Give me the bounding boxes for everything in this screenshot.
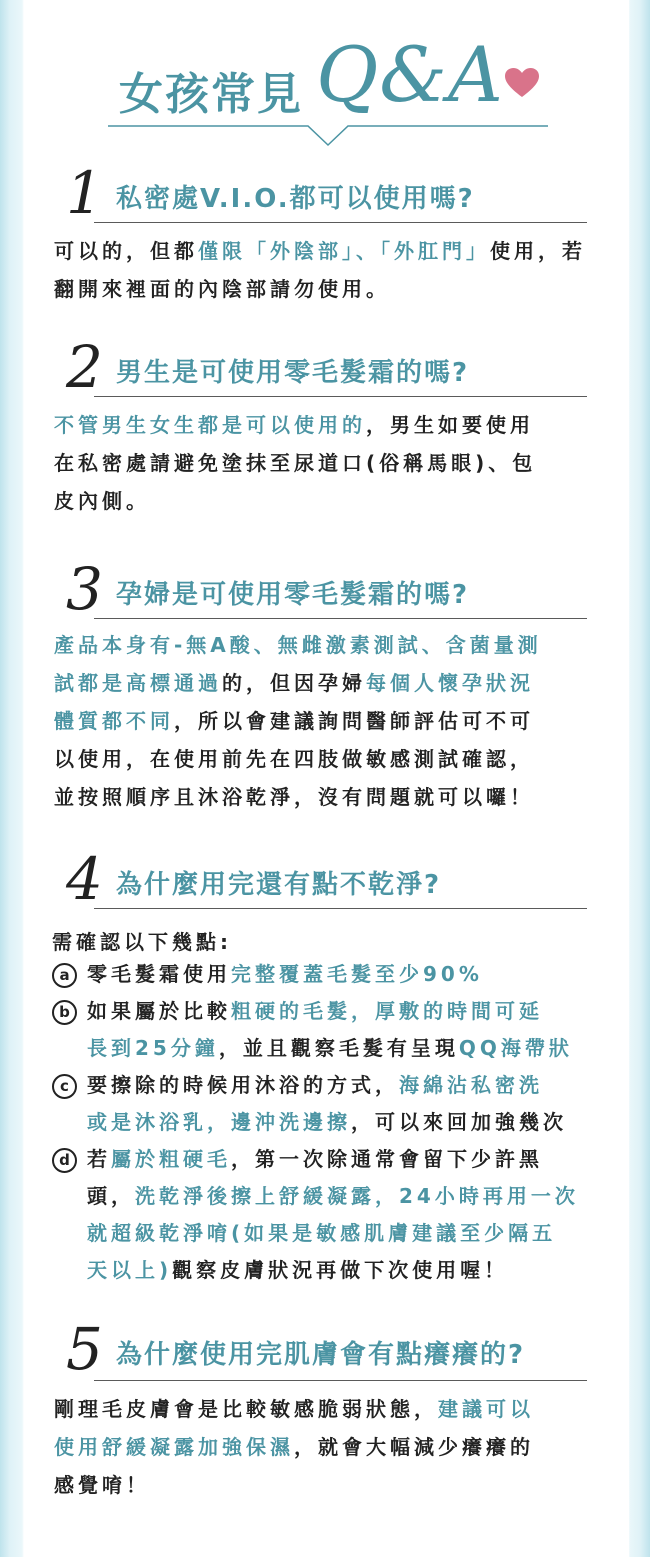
answer-text xyxy=(54,232,594,308)
item-segment: 觀察皮膚狀況再做下次使用喔！ xyxy=(172,1258,509,1282)
item-highlight: 海綿沾私密洗 xyxy=(399,1073,543,1097)
answer-text xyxy=(54,626,594,816)
question-number: 3 xyxy=(66,555,103,623)
answer-line: 感覺唷！ xyxy=(54,1473,150,1497)
question-number: 5 xyxy=(66,1315,103,1383)
question-divider xyxy=(94,908,587,909)
answer-highlight: 體質都不同 xyxy=(54,709,174,733)
checklist-item-d xyxy=(52,1141,597,1289)
answer-highlight: 每個人懷孕狀況 xyxy=(366,671,534,695)
item-segment: 零毛髮霜使用 xyxy=(87,962,231,986)
checklist-item-a xyxy=(52,956,597,993)
badge-d-icon: d xyxy=(52,1148,77,1173)
checklist-intro: 需確認以下幾點: xyxy=(52,930,232,954)
answer-highlight: 僅限「外陰部」、「外肛門」 xyxy=(198,239,490,263)
answer-segment: 的，但因孕婦 xyxy=(222,671,366,695)
answer-line: 並按照順序且沐浴乾淨，沒有問題就可以囉！ xyxy=(54,785,534,809)
item-highlight: 天以上) xyxy=(87,1258,173,1282)
item-segment: 頭， xyxy=(87,1184,135,1208)
item-highlight: 屬於粗硬毛 xyxy=(111,1147,231,1171)
item-segment: 要擦除的時候用沐浴的方式， xyxy=(87,1073,399,1097)
answer-line: 皮內側。 xyxy=(54,489,150,513)
heart-icon xyxy=(504,67,540,99)
checklist-item-b xyxy=(52,993,597,1067)
badge-a-icon: a xyxy=(52,963,77,988)
answer-segment: 剛理毛皮膚會是比較敏感脆弱狀態， xyxy=(54,1397,438,1421)
item-segment: ，可以來回加強幾次 xyxy=(351,1110,567,1134)
item-highlight: 長到25分鐘 xyxy=(87,1036,219,1060)
item-highlight: 或是沐浴乳，邊沖洗邊擦 xyxy=(87,1110,351,1134)
answer-segment: ，就會大幅減少癢癢的 xyxy=(294,1435,534,1459)
question-number: 2 xyxy=(66,333,103,401)
answer-segment: 使用，若 xyxy=(490,239,586,263)
item-highlight: 粗硬的毛髮，厚敷的時間可延 xyxy=(231,999,543,1023)
answer-segment: ，所以會建議詢問醫師評估可不可 xyxy=(174,709,534,733)
title-underline xyxy=(108,118,548,148)
answer-highlight: 產品本身有-無A酸、無雌激素測試、含菌量測 xyxy=(54,633,542,657)
title-chinese: 女孩常見 xyxy=(119,69,303,120)
question-divider xyxy=(94,1380,587,1381)
item-highlight: 洗乾淨後擦上舒緩凝露，24小時再用一次 xyxy=(135,1184,579,1208)
answer-highlight: 建議可以 xyxy=(438,1397,534,1421)
question-divider xyxy=(94,396,587,397)
answer-highlight: 使用舒緩凝露加強保濕 xyxy=(54,1435,294,1459)
title-qa: Q&A xyxy=(316,30,504,119)
item-segment: 如果屬於比較 xyxy=(87,999,231,1023)
question-title: 為什麼用完還有點不乾淨? xyxy=(116,870,442,900)
item-segment: 若 xyxy=(87,1147,111,1171)
question-divider xyxy=(94,618,587,619)
answer-segment: 可以的，但都 xyxy=(54,239,198,263)
item-segment: ，第一次除通常會留下少許黑 xyxy=(231,1147,543,1171)
answer-line: 以使用，在使用前先在四肢做敏感測試確認， xyxy=(54,747,534,771)
answer-line: 在私密處請避免塗抹至尿道口(俗稱馬眼)、包 xyxy=(54,451,537,475)
badge-b-icon: b xyxy=(52,1000,77,1025)
answer-text xyxy=(54,406,594,520)
answer-highlight: 不管男生女生都是可以使用的 xyxy=(54,413,366,437)
checklist-item-c xyxy=(52,1067,597,1141)
item-highlight: QQ海帶狀 xyxy=(458,1036,573,1060)
badge-c-icon: c xyxy=(52,1074,77,1099)
answer-highlight: 試都是高標通過 xyxy=(54,671,222,695)
qa-sheet xyxy=(24,0,629,1557)
item-segment: ，並且觀察毛髮有呈現 xyxy=(218,1036,459,1060)
item-highlight: 就超級乾淨唷(如果是敏感肌膚建議至少隔五 xyxy=(87,1221,557,1245)
qa-header xyxy=(24,0,629,150)
question-title: 私密處V.I.O.都可以使用嗎? xyxy=(116,184,475,214)
question-divider xyxy=(94,222,587,223)
question-number: 4 xyxy=(66,845,103,913)
answer-segment: ，男生如要使用 xyxy=(366,413,534,437)
question-title: 為什麼使用完肌膚會有點癢癢的? xyxy=(116,1340,526,1370)
question-title: 孕婦是可使用零毛髮霜的嗎? xyxy=(116,580,470,610)
question-title: 男生是可使用零毛髮霜的嗎? xyxy=(116,358,470,388)
item-highlight: 完整覆蓋毛髮至少90% xyxy=(231,962,483,986)
answer-line: 翻開來裡面的內陰部請勿使用。 xyxy=(54,277,390,301)
question-number: 1 xyxy=(66,159,103,227)
answer-text xyxy=(54,1390,594,1504)
